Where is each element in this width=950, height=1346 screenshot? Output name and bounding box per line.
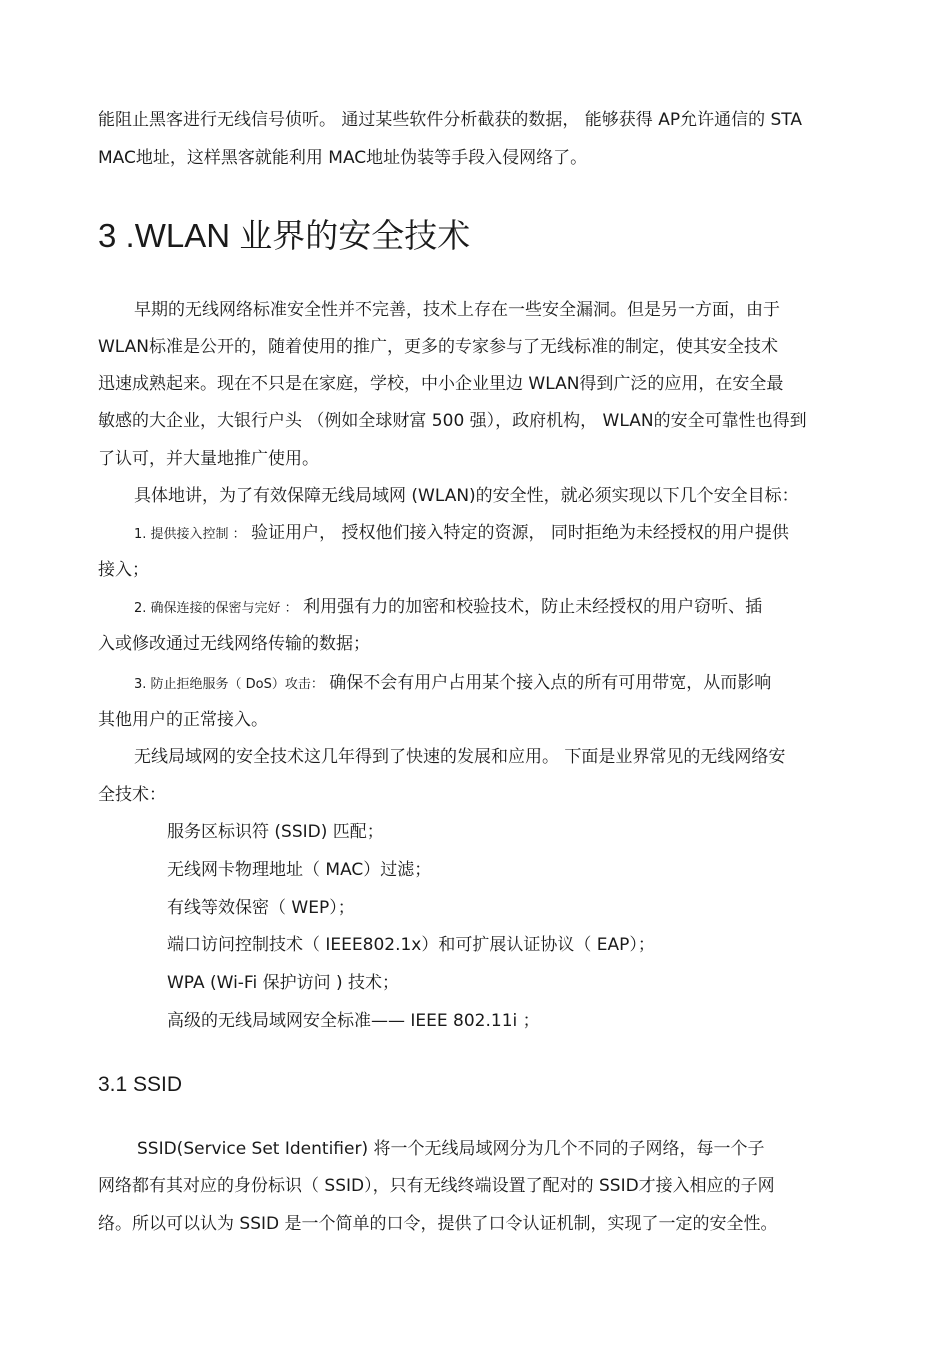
para1-line-1: 早期的无线网络标准安全性并不完善，技术上存在一些安全漏洞。但是另一方面，由于 bbox=[134, 300, 780, 320]
tech-list-item: 服务区标识符 (SSID) 匹配； bbox=[167, 822, 384, 842]
ssid-para-line-2: 网络都有其对应的身份标识（ SSID），只有无线终端设置了配对的 SSID才接入相应的子网 bbox=[98, 1176, 775, 1196]
intro-line-1: 能阻止黑客进行无线信号侦听。 通过某些软件分析截获的数据， 能够获得 AP允许通信的 STA bbox=[98, 110, 802, 130]
goal-3-cont: 其他用户的正常接入。 bbox=[98, 710, 268, 730]
goal-2-text: 利用强有力的加密和校验技术，防止未经授权的用户窃听、插 bbox=[303, 597, 763, 617]
para3-line-1: 无线局域网的安全技术这几年得到了快速的发展和应用。 下面是业界常见的无线网络安 bbox=[134, 747, 786, 767]
para1-line-3: 迅速成熟起来。现在不只是在家庭，学校，中小企业里边 WLAN得到广泛的应用，在安全最 bbox=[98, 374, 784, 394]
tech-list-item: 高级的无线局域网安全标准—— IEEE 802.11i ； bbox=[167, 1011, 540, 1031]
tech-list-item: 有线等效保密（ WEP）； bbox=[167, 898, 355, 918]
tech-list-item: 无线网卡物理地址（ MAC）过滤； bbox=[167, 860, 432, 880]
para2: 具体地讲，为了有效保障无线局域网 (WLAN)的安全性，就必须实现以下几个安全目标： bbox=[134, 486, 799, 506]
ssid-para-line-1: SSID(Service Set Identifier) 将一个无线局域网分为几个不同的子网络，每一个子 bbox=[137, 1139, 765, 1159]
ssid-para-line-3: 络。所以可以认为 SSID 是一个简单的口令，提供了口令认证机制，实现了一定的安全性。 bbox=[98, 1214, 778, 1234]
goal-1-text: 验证用户， 授权他们接入特定的资源， 同时拒绝为未经授权的用户提供 bbox=[251, 523, 789, 543]
goal-3 bbox=[134, 671, 904, 697]
goal-3-text: 确保不会有用户占用某个接入点的所有可用带宽，从而影响 bbox=[329, 673, 772, 693]
goal-2-cont: 入或修改通过无线网络传输的数据； bbox=[98, 634, 370, 654]
goal-1 bbox=[134, 521, 904, 547]
goal-2-label: 2. 确保连接的保密与完好 ： bbox=[134, 601, 298, 616]
goal-1-cont: 接入； bbox=[98, 560, 149, 580]
para1-line-5: 了认可，并大量地推广使用。 bbox=[98, 449, 319, 469]
tech-list-item: WPA (Wi-Fi 保护访问 ) 技术； bbox=[167, 973, 400, 993]
intro-line-2: MAC地址，这样黑客就能利用 MAC地址伪装等手段入侵网络了。 bbox=[98, 148, 588, 168]
section-3-1-heading: 3.1 SSID bbox=[98, 1073, 183, 1096]
goal-3-label: 3. 防止拒绝服务（ DoS）攻击： bbox=[134, 677, 324, 692]
goal-2 bbox=[134, 595, 904, 621]
para3-line-2: 全技术： bbox=[98, 785, 166, 805]
para1-line-2: WLAN标准是公开的，随着使用的推广，更多的专家参与了无线标准的制定，使其安全技术 bbox=[98, 337, 779, 357]
section-3-heading: 3 .WLAN 业界的安全技术 bbox=[98, 217, 471, 254]
tech-list-item: 端口访问控制技术（ IEEE802.1x）和可扩展认证协议（ EAP）； bbox=[167, 935, 655, 955]
para1-line-4: 敏感的大企业，大银行户头 （例如全球财富 500 强），政府机构， WLAN的安全可靠性也得到 bbox=[98, 411, 807, 431]
goal-1-label: 1. 提供接入控制 ： bbox=[134, 527, 246, 542]
